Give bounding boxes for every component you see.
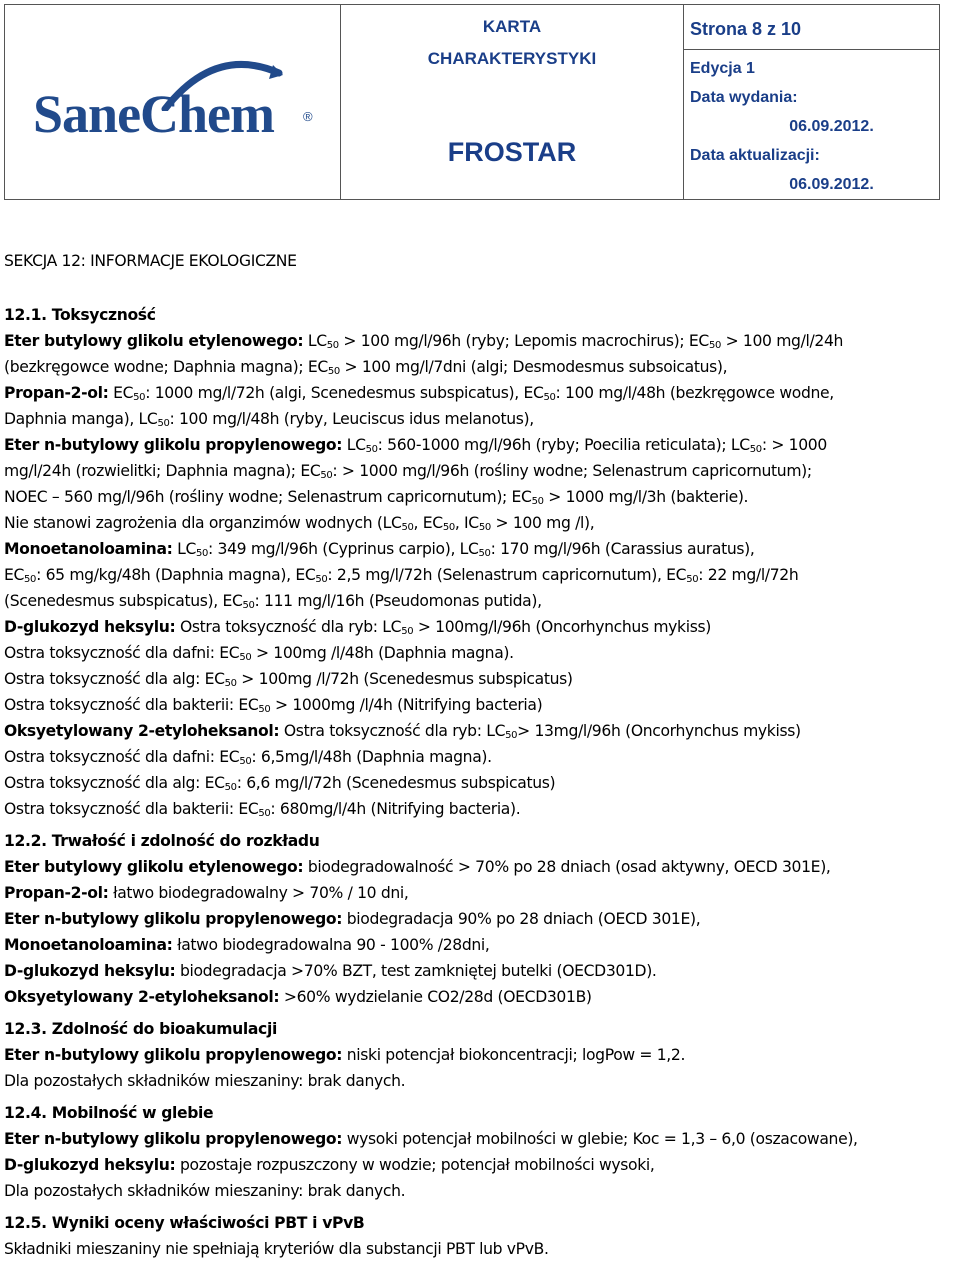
tox-line: Ostra toksyczność dla bakterii: $EC_{50}$: 680mg/l/4h (Nitrifying bacteria). xyxy=(4,800,521,819)
mobility-line: Dla pozostałych składników mieszaniny: brak danych. xyxy=(4,1182,406,1200)
heading-12-5: 12.5. Wyniki oceny właściwości PBT i vPvB xyxy=(4,1214,365,1232)
meta-cell xyxy=(684,5,940,200)
tox-line: Oksyetylowany 2-etyloheksanol: Ostra toksyczność dla ryb: $LC_{50}> 13mg/l/96h$ (Oncorhynchus mykiss) xyxy=(4,722,801,741)
update-date: 06.09.2012. xyxy=(789,176,874,193)
heading-12-4: 12.4. Mobilność w glebie xyxy=(4,1104,214,1122)
tox-line: (bezkręgowce wodne; Daphnia magna); $EC_{50} > 100$ mg/l/7dni (algi; Desmodesmus subsoicatus), xyxy=(4,358,728,377)
doc-title-line2: CHARAKTERYSTYKI xyxy=(427,49,597,68)
page-number: Strona 8 z 10 xyxy=(684,5,939,50)
heading-12-3: 12.3. Zdolność do bioakumulacji xyxy=(4,1020,277,1038)
tox-line: D-glukozyd heksylu: Ostra toksyczność dla ryb: $LC_{50} > 100mg/l/96h$ (Oncorhynchus mykiss) xyxy=(4,618,711,637)
tox-line: Ostra toksyczność dla dafni: $EC_{50} > 100mg$ /l/48h (Daphnia magna). xyxy=(4,644,514,663)
logo-cell xyxy=(5,5,341,200)
pbt-line: Składniki mieszaniny nie spełniają kryteriów dla substancji PBT lub vPvB. xyxy=(4,1240,549,1258)
degradation-line: Eter n-butylowy glikolu propylenowego: biodegradacja 90% po 28 dniach (OECD 301E), xyxy=(4,910,701,928)
tox-line: Monoetanoloamina: $LC_{50}$: 349 mg/l/96h (Cyprinus carpio), $LC_{50}$: 170 mg/l/96h (Carassius auratus), xyxy=(4,540,755,559)
tox-line: NOEC – 560 mg/l/96h (rośliny wodne; Selenastrum capricornutum); $EC_{50} > 1000$ mg/l/3h (bakterie). xyxy=(4,488,749,507)
product-name: FROSTAR xyxy=(447,137,577,167)
tox-line: Eter butylowy glikolu etylenowego: $LC_{50} > 100$ mg/l/96h (ryby; Lepomis macrochirus); $EC_{50} > 100$ mg/l/24h xyxy=(4,332,844,351)
tox-line: Ostra toksyczność dla dafni: $EC_{50}$: 6,5mg/l/48h (Daphnia magna). xyxy=(4,748,492,767)
heading-12-2: 12.2. Trwałość i zdolność do rozkładu xyxy=(4,832,320,850)
issue-date: 06.09.2012. xyxy=(789,118,874,135)
issue-label: Data wydania: xyxy=(690,89,798,106)
tox-line: Daphnia manga), $LC_{50}$: 100 mg/l/48h (ryby, Leuciscus idus melanotus), xyxy=(4,410,534,429)
degradation-line: D-glukozyd heksylu: biodegradacja >70% BZT, test zamkniętej butelki (OECD301D). xyxy=(4,962,657,980)
section-content xyxy=(4,248,956,1262)
mobility-line: D-glukozyd heksylu: pozostaje rozpuszczony w wodzie; potencjał mobilności wysoki, xyxy=(4,1156,655,1174)
update-label: Data aktualizacji: xyxy=(690,147,820,164)
tox-line: Propan-2-ol: $EC_{50}$: 1000 mg/l/72h (algi, Scenedesmus subspicatus), $EC_{50}$: 100 mg/l/48h (bezkręgowce wodne, xyxy=(4,384,834,403)
sanechem-logo: SaneChem xyxy=(33,84,275,144)
heading-12-1: 12.1. Toksyczność xyxy=(4,306,156,324)
tox-line: Nie stanowi zagrożenia dla organzimów wodnych ($LC_{50}$, $EC_{50}$, $IC_{50} > 100$ mg /l), xyxy=(4,514,595,533)
document-header xyxy=(4,4,940,200)
edition: Edycja 1 xyxy=(690,60,755,77)
tox-line: Ostra toksyczność dla bakterii: $EC_{50} > 1000mg$ /l/4h (Nitrifying bacteria) xyxy=(4,696,543,715)
bioaccumulation-line: Dla pozostałych składników mieszaniny: brak danych. xyxy=(4,1072,406,1090)
tox-line: $EC_{50}$: 65 mg/kg/48h (Daphnia magna), $EC_{50}$: 2,5 mg/l/72h (Selenastrum capricornutum), $EC_{50}$: 22 mg/l/72h xyxy=(4,566,799,585)
degradation-line: Oksyetylowany 2-etyloheksanol: >60% wydzielanie CO2/28d (OECD301B) xyxy=(4,988,592,1006)
degradation-line: Eter butylowy glikolu etylenowego: biodegradowalność > 70% po 28 dniach (osad aktywny, OECD 301E), xyxy=(4,858,831,876)
bioaccumulation-line: Eter n-butylowy glikolu propylenowego: niski potencjał biokoncentracji; logPow = 1,2. xyxy=(4,1046,686,1064)
degradation-line: Propan-2-ol: łatwo biodegradowalny > 70% / 10 dni, xyxy=(4,884,409,902)
doc-title-line1: KARTA xyxy=(482,17,542,36)
tox-line: Ostra toksyczność dla alg: $EC_{50}$: 6,6 mg/l/72h (Scenedesmus subspicatus) xyxy=(4,774,556,793)
tox-line: (Scenedesmus subspicatus), $EC_{50}$: 111 mg/l/16h (Pseudomonas putida), xyxy=(4,592,542,611)
section-title: SEKCJA 12: INFORMACJE EKOLOGICZNE xyxy=(4,252,297,270)
title-cell xyxy=(341,5,684,200)
degradation-line: Monoetanoloamina: łatwo biodegradowalna 90 - 100% /28dni, xyxy=(4,936,490,954)
registered-mark: ® xyxy=(303,109,313,124)
tox-line: Eter n-butylowy glikolu propylenowego: $LC_{50}$: 560-1000 mg/l/96h (ryby; Poecilia reticulata); $LC_{50}$: > 1000 xyxy=(4,436,827,455)
mobility-line: Eter n-butylowy glikolu propylenowego: wysoki potencjał mobilności w glebie; Koc = 1,3 – 6,0 (oszacowane), xyxy=(4,1130,858,1148)
tox-line: mg/l/24h (rozwielitki; Daphnia magna); $EC_{50}$: > 1000 mg/l/96h (rośliny wodne; Selenastrum capricornutum); xyxy=(4,462,812,481)
tox-line: Ostra toksyczność dla alg: $EC_{50} > 100mg$ /l/72h (Scenedesmus subspicatus) xyxy=(4,670,573,689)
